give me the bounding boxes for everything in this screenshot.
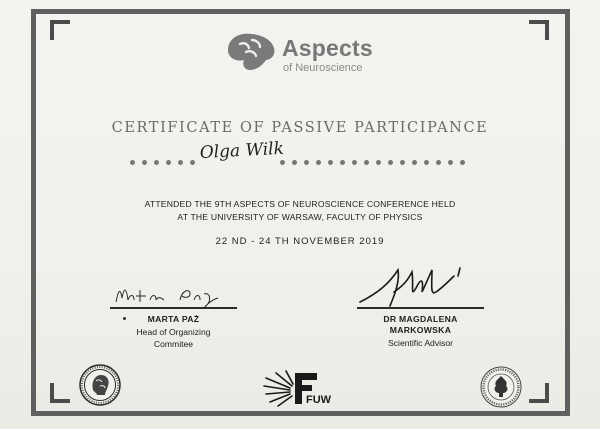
student-association-seal-icon (79, 364, 121, 406)
conference-dates: 22 ND - 24 TH NOVEMBER 2019 (215, 236, 385, 247)
signatory-name-line-2: MARKOWSKA (389, 325, 452, 335)
corner-ornament-top-right (529, 20, 549, 40)
fuw-label: FUW (306, 394, 332, 406)
signatory-role-line-2: Commitee (153, 339, 194, 349)
certificate-title: CERTIFICATE OF PASSIVE PARTICIPANCE (111, 120, 489, 136)
signatory-marta-paz (110, 314, 237, 350)
attendance-statement (0, 198, 600, 224)
signatory-magdalena-markowska (357, 314, 484, 349)
signatory-role: Scientific Advisor (388, 338, 453, 348)
attendance-line-2: AT THE UNIVERSITY OF WARSAW, FACULTY OF PHYSICS (177, 212, 423, 222)
signatory-name-line-1: DR MAGDALENA (383, 314, 458, 324)
signature-marta-paz (110, 280, 235, 310)
brain-logo-icon (222, 30, 278, 76)
signature-magdalena-markowska (350, 262, 485, 312)
university-of-warsaw-seal-icon (480, 366, 522, 408)
logo-name: Aspects (282, 35, 373, 61)
signature-line-left (110, 307, 237, 309)
corner-ornament-bottom-right (529, 383, 549, 403)
aspects-logo (222, 30, 372, 78)
signatory-name: MARTA PAŻ (147, 314, 200, 324)
corner-ornament-bottom-left (50, 383, 70, 403)
signature-line-right (357, 307, 484, 309)
faculty-of-physics-fuw-logo (262, 370, 337, 408)
signatory-role-line-1: Head of Organizing (136, 327, 211, 337)
participant-name: Olga Wilk (199, 138, 285, 164)
logo-subtitle: of Neuroscience (283, 62, 363, 74)
attendance-line-1: ATTENDED THE 9TH ASPECTS OF NEUROSCIENCE CONFERENCE HELD (144, 199, 456, 209)
corner-ornament-top-left (50, 20, 70, 40)
